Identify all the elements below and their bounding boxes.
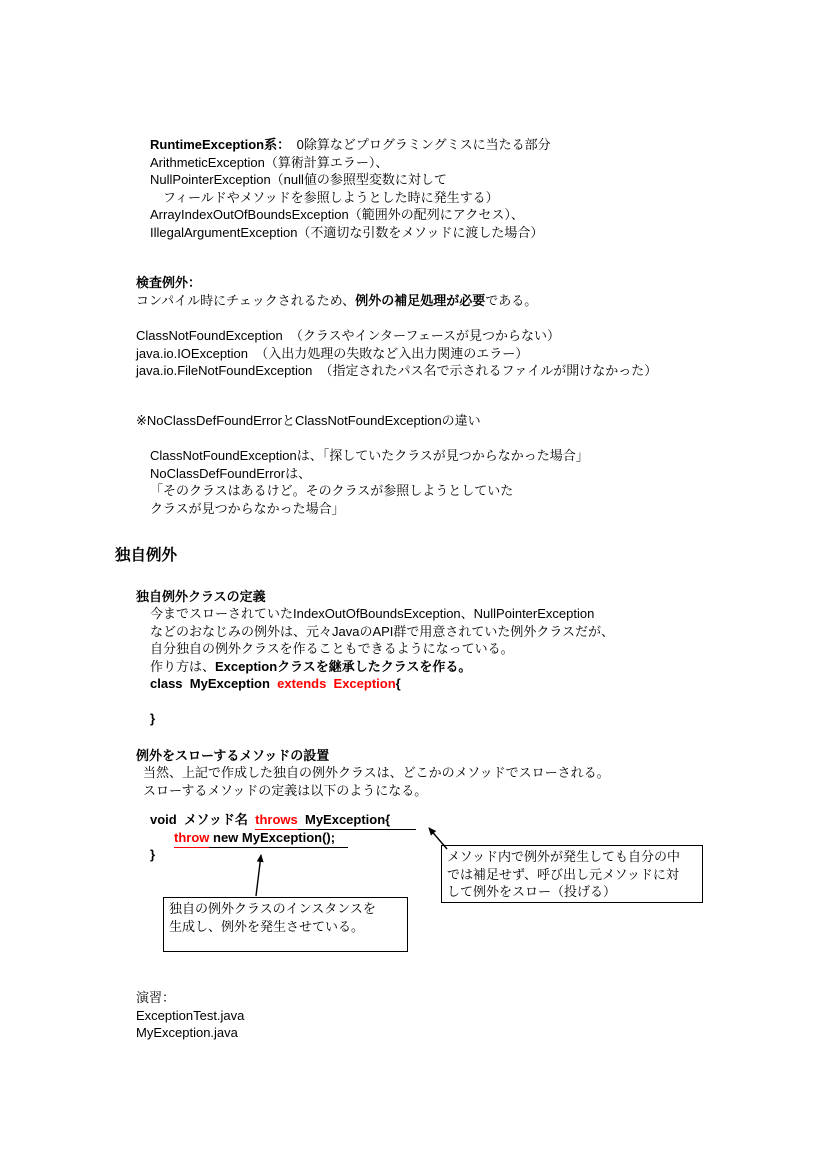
note-section-title [136, 412, 481, 430]
text-line: クラスが見つからなかった場合」 [150, 500, 345, 516]
text-line: などのおなじみの例外は、元々JavaのAPI群で用意されていた例外クラスだが、 [150, 623, 615, 639]
text-line: NoClassDefFoundErrorは、 [150, 465, 312, 481]
class-code-pre: class MyException [150, 676, 278, 691]
callout-box-throw [441, 845, 703, 903]
class-code-brace: { [395, 676, 401, 691]
checked-desc-line [136, 292, 537, 310]
exercise-heading: 演習： [136, 990, 176, 1005]
text-line: スローするメソッドの定義は以下のようになる。 [143, 782, 428, 798]
custom-def-heading-line [136, 588, 266, 606]
checked-heading-line [136, 274, 537, 292]
method-code-block [150, 811, 416, 864]
runtime-heading: RuntimeException系： [150, 137, 284, 152]
text-line: ClassNotFoundExceptionは、「探していたクラスが見つからなかった場合」 [150, 448, 589, 463]
howto-pre: 作り方は、 [150, 658, 216, 674]
checked-desc-pre: コンパイル時にチェックされるため、 [136, 292, 356, 308]
text-line: ArithmeticException（算術計算エラー）、 [150, 154, 389, 170]
exercise-file: MyException.java [136, 1025, 238, 1040]
checked-exception-section [136, 274, 537, 309]
text-line: 今までスローされていたIndexOutOfBoundsException、NullPointerException [150, 606, 595, 621]
callout-text-line: 生成し、例外を発生させている。 [169, 918, 365, 934]
method-code-line1 [150, 811, 416, 829]
howto-bold: Exceptionクラスを継承したクラスを作る。 [215, 658, 472, 674]
method-code-close: } [150, 847, 156, 862]
method-code-line2 [174, 829, 416, 847]
throw-method-body [143, 764, 610, 799]
method-line1-pre: void メソッド名 [150, 812, 256, 827]
method-line2-post: new MyException(); [209, 830, 348, 848]
text-line: 当然、上記で作成した独自の例外クラスは、どこかのメソッドでスローされる。 [143, 765, 610, 780]
text-line: フィールドやメソッドを参照しようとした時に発生する） [150, 189, 499, 205]
note-section-body [150, 447, 589, 517]
runtime-heading-line [150, 136, 551, 154]
class-code-extends: extends Exception [277, 676, 396, 691]
howto-line [150, 658, 614, 676]
text-line: ArrayIndexOutOfBoundsException（範囲外の配列にアクセス）、 [150, 207, 524, 222]
text-line: ClassNotFoundException （クラスやインターフェースが見つからない） [136, 328, 561, 343]
class-code-close: } [150, 711, 156, 726]
blank-line [150, 693, 614, 711]
exercise-file: ExceptionTest.java [136, 1007, 245, 1023]
custom-def-body [150, 605, 614, 728]
runtime-heading-rest: 0除算などプログラミングミスに当たる部分 [283, 137, 551, 152]
checked-heading: 検査例外： [136, 275, 202, 290]
note-title: ※NoClassDefFoundErrorとClassNotFoundExceptionの違い [136, 413, 481, 428]
text-line: NullPointerException（null値の参照型変数に対して [150, 172, 447, 187]
exercise-section [136, 989, 244, 1042]
text-line: java.io.FileNotFoundException （指定されたパス名で示されるファイルが開けなかった） [136, 363, 658, 378]
text-line: IllegalArgumentException（不適切な引数をメソッドに渡した場合） [150, 224, 544, 240]
text-line: java.io.IOException （入出力処理の失敗など入出力関連のエラー） [136, 345, 529, 361]
throw-method-heading: 例外をスローするメソッドの設置 [136, 748, 330, 763]
callout-text-line: 独自の例外クラスのインスタンスを [169, 901, 376, 916]
callout-text-line: では補足せず、呼び出し元メソッドに対 [447, 866, 679, 882]
text-line: 自分独自の例外クラスを作ることもできるようになっている。 [150, 641, 514, 656]
throw-method-heading-line [136, 747, 329, 765]
checked-desc-bold: 例外の補足処理が必要 [355, 292, 486, 308]
text-line: 「そのクラスはあるけど。そのクラスが参照しようとしていた [150, 483, 514, 498]
custom-def-heading: 独自例外クラスの定義 [136, 589, 266, 604]
custom-exception-title: 独自例外 [115, 547, 178, 564]
callout-text-line: して例外をスロー（投げる） [447, 884, 617, 899]
callout-box-instance [163, 897, 408, 952]
callout-text-line: メソッド内で例外が発生しても自分の中 [447, 849, 680, 864]
method-line1-post: MyException{ [298, 812, 416, 830]
throws-keyword: throws [255, 812, 298, 830]
throw-keyword: throw [174, 830, 209, 848]
checked-exception-examples [136, 327, 657, 380]
class-code-line [150, 675, 614, 693]
runtime-exception-section [150, 136, 551, 241]
checked-desc-post: である。 [485, 292, 538, 308]
